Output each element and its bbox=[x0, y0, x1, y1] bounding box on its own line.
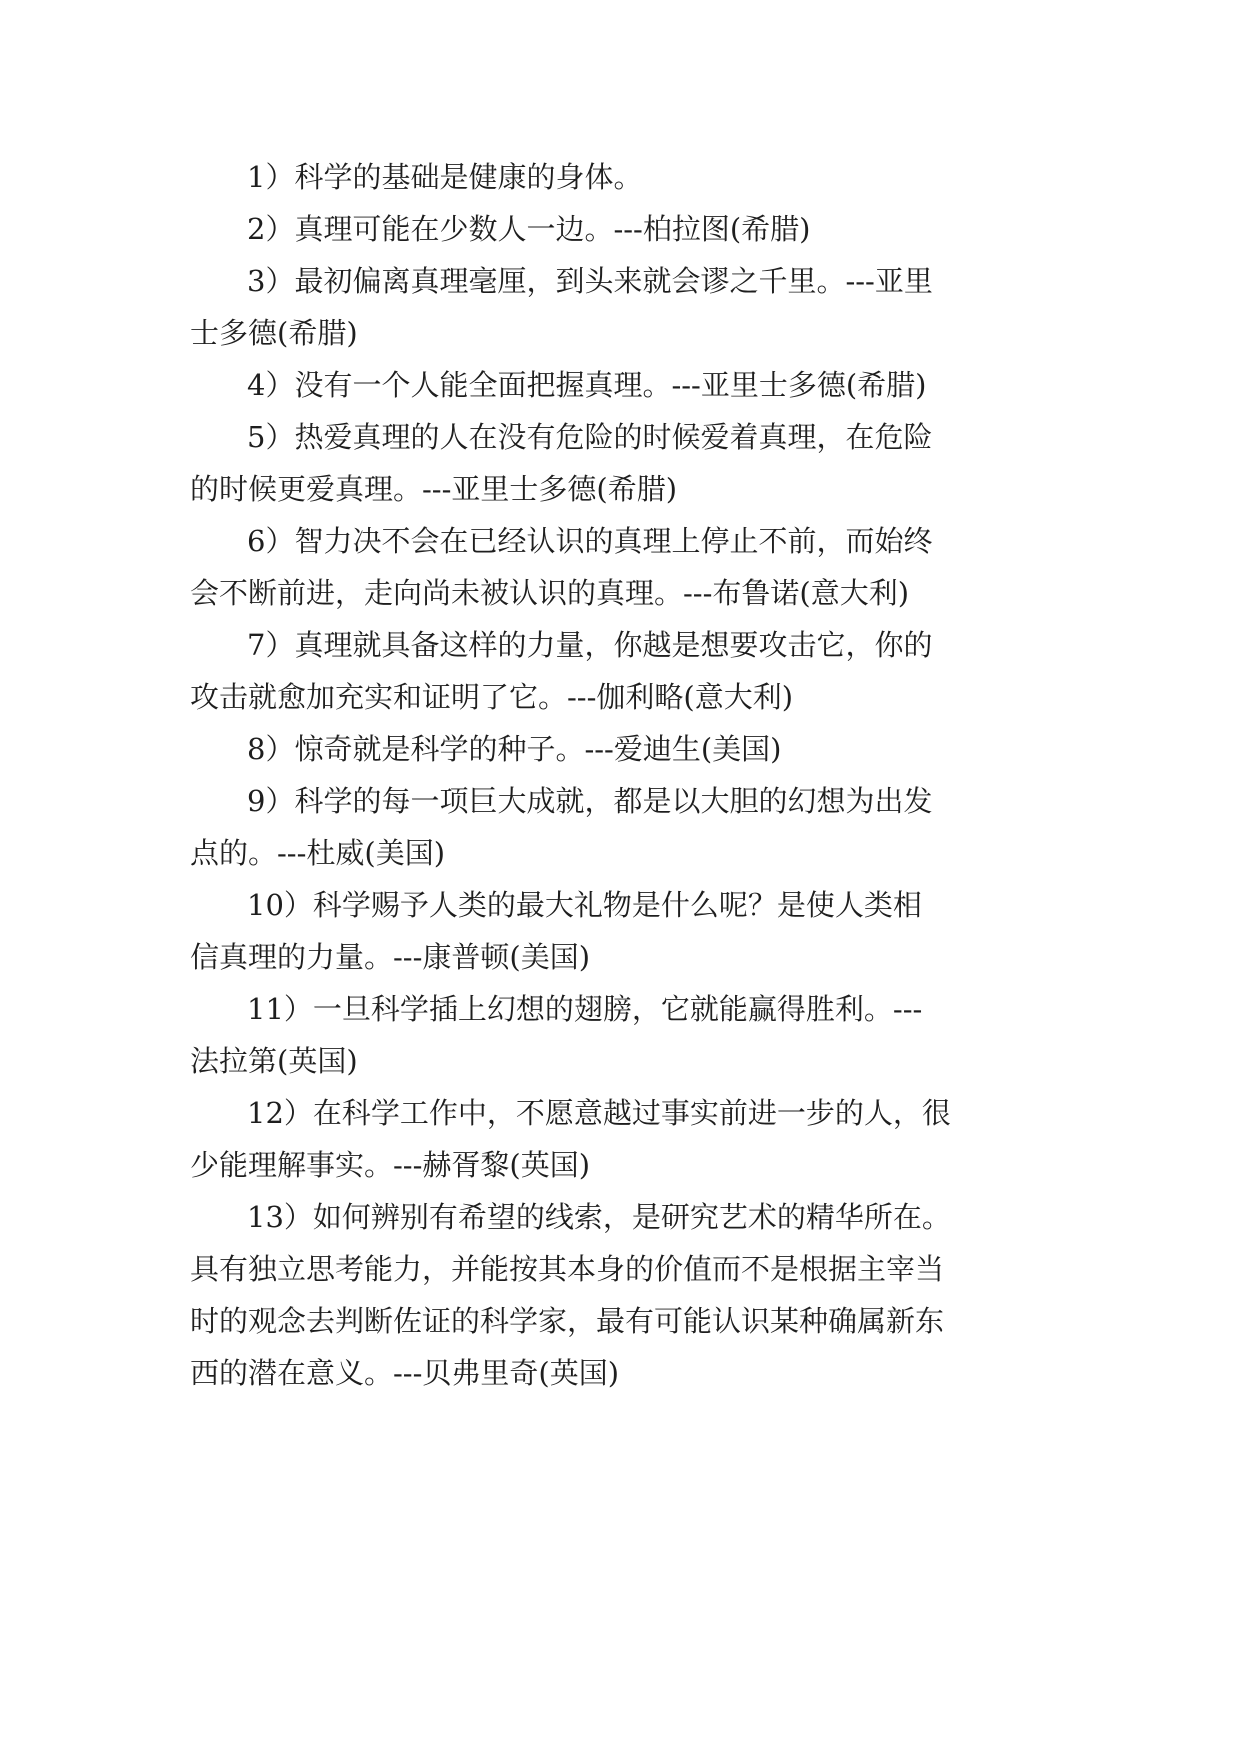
quote-11: 11）一旦科学插上幻想的翅膀，它就能赢得胜利。--- bbox=[247, 992, 923, 1026]
quote-10: 10）科学赐予人类的最大礼物是什么呢？是使人类相 bbox=[247, 888, 922, 922]
quote-5-continued: 的时候更爱真理。---亚里士多德(希腊) bbox=[190, 472, 678, 506]
quote-11-continued: 法拉第(英国) bbox=[190, 1044, 358, 1078]
quote-4: 4）没有一个人能全面把握真理。---亚里士多德(希腊) bbox=[247, 368, 927, 402]
quote-5: 5）热爱真理的人在没有危险的时候爱着真理，在危险 bbox=[247, 420, 933, 454]
quote-9-continued: 点的。---杜威(美国) bbox=[190, 836, 446, 870]
quote-13-continued-2: 时的观念去判断佐证的科学家，最有可能认识某种确属新东 bbox=[190, 1304, 945, 1338]
quote-12: 12）在科学工作中，不愿意越过事实前进一步的人，很 bbox=[247, 1096, 951, 1130]
quote-1: 1）科学的基础是健康的身体。 bbox=[247, 160, 643, 194]
quote-13: 13）如何辨别有希望的线索，是研究艺术的精华所在。 bbox=[247, 1200, 951, 1234]
quote-7-continued: 攻击就愈加充实和证明了它。---伽利略(意大利) bbox=[190, 680, 794, 714]
quote-8: 8）惊奇就是科学的种子。---爱迪生(美国) bbox=[247, 732, 782, 766]
quote-9: 9）科学的每一项巨大成就，都是以大胆的幻想为出发 bbox=[247, 784, 933, 818]
quote-3-continued: 士多德(希腊) bbox=[190, 316, 358, 350]
quote-3: 3）最初偏离真理毫厘，到头来就会谬之千里。---亚里 bbox=[247, 264, 933, 298]
quote-13-continued-3: 西的潜在意义。---贝弗里奇(英国) bbox=[190, 1356, 620, 1390]
quote-10-continued: 信真理的力量。---康普顿(美国) bbox=[190, 940, 591, 974]
quote-13-continued-1: 具有独立思考能力，并能按其本身的价值而不是根据主宰当 bbox=[190, 1252, 945, 1286]
quote-7: 7）真理就具备这样的力量，你越是想要攻击它，你的 bbox=[247, 628, 933, 662]
quote-12-continued: 少能理解事实。---赫胥黎(英国) bbox=[190, 1148, 591, 1182]
quote-6-continued: 会不断前进，走向尚未被认识的真理。---布鲁诺(意大利) bbox=[190, 576, 910, 610]
quote-2: 2）真理可能在少数人一边。---柏拉图(希腊) bbox=[247, 212, 811, 246]
quote-6: 6）智力决不会在已经认识的真理上停止不前，而始终 bbox=[247, 524, 933, 558]
